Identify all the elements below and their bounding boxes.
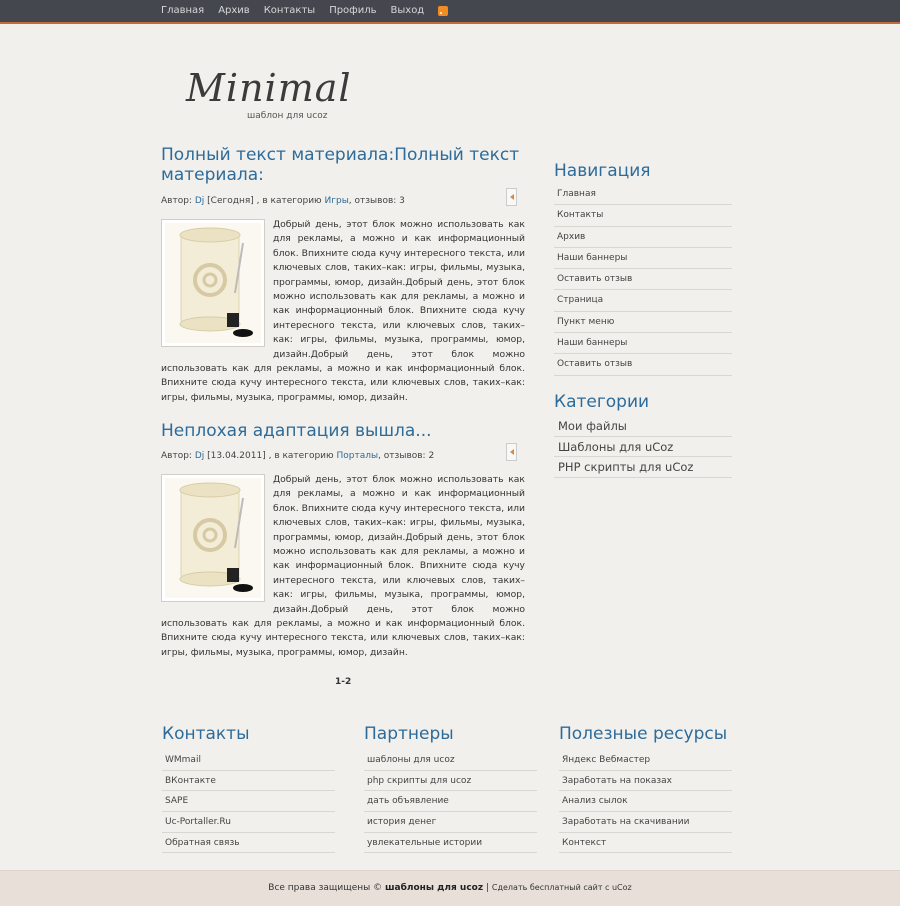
copyright-text: Все права защищены © bbox=[268, 883, 383, 893]
category-link[interactable]: Порталы bbox=[336, 451, 379, 461]
review-count: , отзывов: 3 bbox=[348, 196, 405, 206]
footer-partners bbox=[364, 724, 537, 853]
post-thumbnail[interactable] bbox=[161, 474, 265, 602]
sidebar-item-archive[interactable]: Архив bbox=[554, 227, 732, 248]
post-text: Добрый день, этот блок можно использовать как для рекламы, а можно и как информационный блок. Впихните сюда кучу интересного текста, или ключевых слов, таких–как: игры, фильмы, музыка, программы, юмор, дизайн.Добрый день, этот блок можно использовать как для рекламы, а можно и как информационный блок. Впихните сюда кучу интересного текста, или ключевых слов, таких–как: игры, фильмы, музыка, программы, юмор, дизайн.Добрый день, этот блок можно использовать как для рекламы, а можно и как информационный блок. Впихните сюда кучу интересного текста, или ключевых слов, таких–как: игры, фильмы, музыка, программы, юмор, дизайн. bbox=[161, 474, 525, 658]
author-label: Автор: bbox=[161, 451, 192, 461]
post bbox=[161, 421, 525, 658]
footer-link[interactable]: дать объявление bbox=[364, 791, 537, 812]
footer-separator: | bbox=[485, 883, 490, 893]
footer-resources bbox=[559, 724, 732, 853]
footer-link[interactable]: php скрипты для ucoz bbox=[364, 771, 537, 792]
footer-link[interactable]: Uc-Portaller.Ru bbox=[162, 812, 335, 833]
post-title[interactable]: Полный текст материала:Полный текст материала: bbox=[161, 145, 520, 185]
footer-link[interactable]: Анализ сылок bbox=[559, 791, 732, 812]
post-date: [Сегодня] bbox=[207, 196, 254, 206]
site-logo[interactable]: Minimal bbox=[186, 66, 352, 110]
footer-link[interactable]: Заработать на скачивании bbox=[559, 812, 732, 833]
sidebar-nav-title: Навигация bbox=[554, 161, 651, 181]
footer-link[interactable]: Обратная связь bbox=[162, 833, 335, 854]
footer-brand-link[interactable]: шаблоны для ucoz bbox=[384, 883, 484, 893]
footer-link[interactable]: Яндекс Вебмастер bbox=[559, 750, 732, 771]
footer-contacts bbox=[162, 724, 335, 853]
category-link[interactable]: Игры bbox=[324, 196, 349, 206]
top-nav-archive[interactable]: Архив bbox=[218, 5, 250, 16]
pagination[interactable]: 1-2 bbox=[335, 677, 352, 687]
category-item[interactable]: PHP скрипты для uCoz bbox=[554, 457, 732, 478]
post-arrow-icon[interactable] bbox=[506, 443, 517, 461]
sidebar-item-banners-2[interactable]: Наши баннеры bbox=[554, 333, 732, 354]
post-body bbox=[161, 218, 525, 405]
footer-link[interactable]: ВКонтакте bbox=[162, 771, 335, 792]
footer-link[interactable]: Заработать на показах bbox=[559, 771, 732, 792]
sidebar-item-contacts[interactable]: Контакты bbox=[554, 205, 732, 226]
top-nav-logout[interactable]: Выход bbox=[390, 5, 425, 16]
category-item[interactable]: Шаблоны для uCoz bbox=[554, 437, 732, 458]
post-arrow-icon[interactable] bbox=[506, 188, 517, 206]
sidebar-item-feedback-2[interactable]: Оставить отзыв bbox=[554, 354, 732, 375]
page-footer bbox=[0, 870, 900, 906]
footer-link[interactable]: WMmail bbox=[162, 750, 335, 771]
footer-link[interactable]: Контекст bbox=[559, 833, 732, 854]
category-label: , в категорию bbox=[256, 196, 322, 206]
scroll-icon bbox=[165, 223, 261, 343]
footer-link[interactable]: история денег bbox=[364, 812, 537, 833]
footer-col-title: Контакты bbox=[162, 724, 250, 744]
top-nav bbox=[161, 5, 448, 16]
footer-link[interactable]: увлекательные истории bbox=[364, 833, 537, 854]
sidebar-item-banners[interactable]: Наши баннеры bbox=[554, 248, 732, 269]
top-nav-home[interactable]: Главная bbox=[161, 5, 205, 16]
author-link[interactable]: Dj bbox=[194, 196, 205, 206]
post-date: [13.04.2011] bbox=[207, 451, 266, 461]
top-nav-contacts[interactable]: Контакты bbox=[263, 5, 316, 16]
post-meta bbox=[161, 196, 405, 206]
sidebar-nav bbox=[554, 184, 732, 376]
top-bar bbox=[0, 0, 900, 24]
ucoz-link[interactable]: Сделать бесплатный сайт с uCoz bbox=[491, 883, 632, 892]
category-item[interactable]: Мои файлы bbox=[554, 416, 732, 437]
sidebar-item-page[interactable]: Страница bbox=[554, 290, 732, 311]
sidebar-item-home[interactable]: Главная bbox=[554, 184, 732, 205]
footer-col-title: Полезные ресурсы bbox=[559, 724, 728, 744]
top-nav-profile[interactable]: Профиль bbox=[329, 5, 377, 16]
category-label: , в категорию bbox=[268, 451, 334, 461]
author-link[interactable]: Dj bbox=[194, 451, 205, 461]
scroll-icon bbox=[165, 478, 261, 598]
post bbox=[161, 145, 525, 403]
post-text: Добрый день, этот блок можно использовать как для рекламы, а можно и как информационный блок. Впихните сюда кучу интересного текста, или ключевых слов, таких–как: игры, фильмы, музыка, программы, юмор, дизайн.Добрый день, этот блок можно использовать как для рекламы, а можно и как информационный блок. Впихните сюда кучу интересного текста, или ключевых слов, таких–как: игры, фильмы, музыка, программы, юмор, дизайн.Добрый день, этот блок можно использовать как для рекламы, а можно и как информационный блок. Впихните сюда кучу интересного текста, или ключевых слов, таких–как: игры, фильмы, музыка, программы, юмор, дизайн. bbox=[161, 219, 525, 403]
sidebar-categories-title: Категории bbox=[554, 392, 650, 412]
site-tagline: шаблон для ucoz bbox=[247, 111, 328, 121]
author-label: Автор: bbox=[161, 196, 192, 206]
footer-col-title: Партнеры bbox=[364, 724, 454, 744]
sidebar-categories bbox=[554, 416, 732, 478]
post-thumbnail[interactable] bbox=[161, 219, 265, 347]
review-count: , отзывов: 2 bbox=[378, 451, 435, 461]
post-title[interactable]: Неплохая адаптация вышла... bbox=[161, 421, 432, 441]
footer-link[interactable]: шаблоны для ucoz bbox=[364, 750, 537, 771]
sidebar-item-menu[interactable]: Пункт меню bbox=[554, 312, 732, 333]
sidebar-item-feedback[interactable]: Оставить отзыв bbox=[554, 269, 732, 290]
footer-link[interactable]: SAPE bbox=[162, 791, 335, 812]
rss-icon[interactable] bbox=[438, 6, 448, 16]
post-meta bbox=[161, 451, 434, 461]
post-body bbox=[161, 473, 525, 660]
